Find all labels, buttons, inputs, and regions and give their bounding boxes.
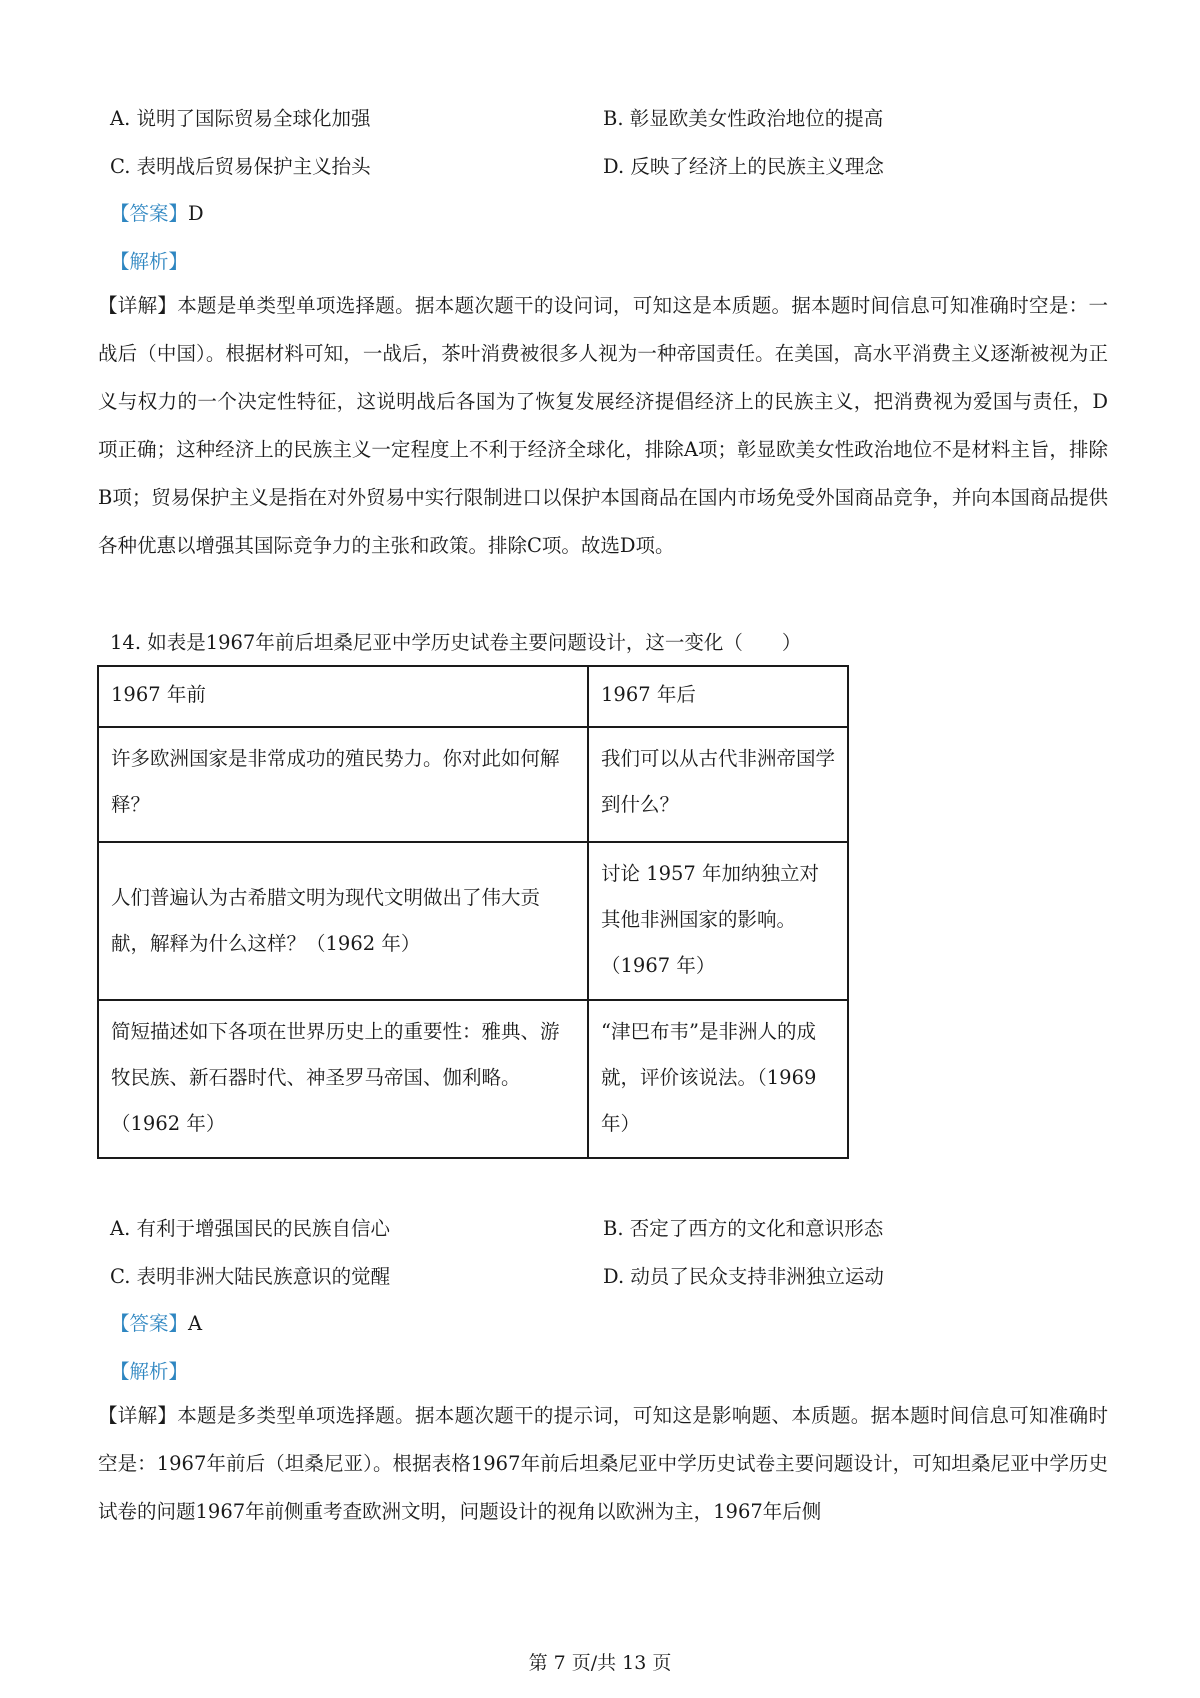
q14-option-d[interactable]: D. 动员了民众支持非洲独立运动: [603, 1265, 884, 1288]
answer-value: A: [188, 1312, 203, 1335]
table-cell: “津巴布韦”是非洲人的成就，评价该说法。（1969年）: [588, 1000, 848, 1158]
q14-answer: [110, 1308, 202, 1336]
detail-label: 【详解】: [98, 294, 178, 317]
q13-analysis-label: 【解析】: [110, 250, 189, 273]
table-header-cell: 1967 年后: [588, 666, 848, 727]
page-number: 第 7 页/共 13 页: [528, 1652, 672, 1674]
q13-option-a[interactable]: A. 说明了国际贸易全球化加强: [110, 107, 371, 130]
q13-option-c[interactable]: C. 表明战后贸易保护主义抬头: [110, 155, 371, 178]
q14-stem: 14. 如表是1967年前后坦桑尼亚中学历史试卷主要问题设计，这一变化（ ）: [110, 631, 802, 654]
q13-option-d[interactable]: D. 反映了经济上的民族主义理念: [603, 155, 884, 178]
table-row: [98, 1000, 848, 1158]
table-header-cell: 1967 年前: [98, 666, 588, 727]
q13-detail: [98, 282, 1108, 570]
q14-analysis-label: 【解析】: [110, 1360, 189, 1383]
table-cell: 讨论 1957 年加纳独立对其他非洲国家的影响。（1967 年）: [588, 842, 848, 1000]
table-row: [98, 842, 848, 1000]
answer-label: 【答案】: [110, 1312, 189, 1335]
table-row: [98, 727, 848, 842]
table-cell: 我们可以从古代非洲帝国学到什么？: [588, 727, 848, 842]
table-cell: 简短描述如下各项在世界历史上的重要性：雅典、游牧民族、新石器时代、神圣罗马帝国、伽利略。（1962 年）: [98, 1000, 588, 1158]
q14-detail: [98, 1392, 1108, 1536]
detail-text: 本题是多类型单项选择题。据本题次题干的提示词，可知这是影响题、本质题。据本题时间信息可知准确时空是：1967年前后（坦桑尼亚）。根据表格1967年前后坦桑尼亚中学历史试卷主要问题设计，可知坦桑尼亚中学历史试卷的问题1967年前侧重考查欧洲文明，问题设计的视角以欧洲为主，1967年后侧: [98, 1404, 1108, 1523]
detail-label: 【详解】: [98, 1404, 178, 1427]
q13-option-b[interactable]: B. 彰显欧美女性政治地位的提高: [603, 107, 884, 130]
q13-answer: [110, 198, 204, 226]
table-cell: 人们普遍认为古希腊文明为现代文明做出了伟大贡献，解释为什么这样？（1962 年）: [98, 842, 588, 1000]
answer-value: D: [188, 202, 204, 225]
q14-option-a[interactable]: A. 有利于增强国民的民族自信心: [110, 1217, 390, 1240]
detail-text: 本题是单类型单项选择题。据本题次题干的设问词，可知这是本质题。据本题时间信息可知准确时空是：一战后（中国）。根据材料可知，一战后，茶叶消费被很多人视为一种帝国责任。在美国，高水平消费主义逐渐被视为正义与权力的一个决定性特征，这说明战后各国为了恢复发展经济提倡经济上的民族主义，把消费视为爱国与责任，D项正确；这种经济上的民族主义一定程度上不利于经济全球化，排除A项；彰显欧美女性政治地位不是材料主旨，排除B项；贸易保护主义是指在对外贸易中实行限制进口以保护本国商品在国内市场免受外国商品竞争，并向本国商品提供各种优惠以增强其国际竞争力的主张和政策。排除C项。故选D项。: [98, 294, 1108, 557]
table-header-row: [98, 666, 848, 727]
q14-option-b[interactable]: B. 否定了西方的文化和意识形态: [603, 1217, 884, 1240]
table-cell: 许多欧洲国家是非常成功的殖民势力。你对此如何解释？: [98, 727, 588, 842]
q14-option-c[interactable]: C. 表明非洲大陆民族意识的觉醒: [110, 1265, 391, 1288]
q14-table: [97, 665, 849, 1159]
answer-label: 【答案】: [110, 202, 189, 225]
